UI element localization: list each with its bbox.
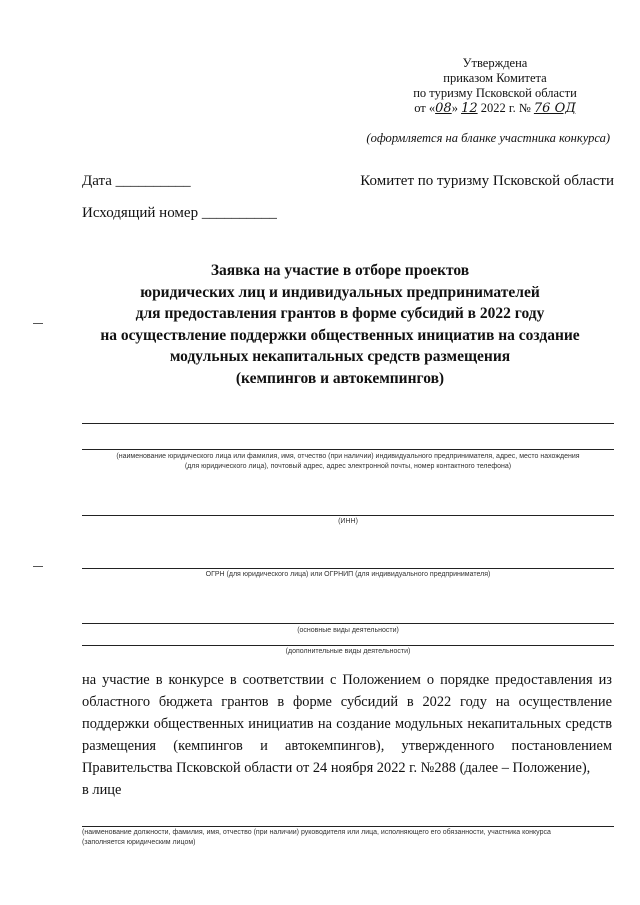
approval-line-order: приказом Комитета: [443, 71, 547, 85]
date-label: Дата: [82, 173, 112, 189]
outgoing-number-field[interactable]: [82, 205, 277, 222]
outgoing-number-label: Исходящий номер: [82, 205, 199, 221]
representative-caption: (наименование должности, фамилия, имя, отчество (при наличии) руководителя или лица, исполняющего его обязанности, участника конкурса (заполняется юридическим лицом): [82, 829, 551, 846]
representative-line[interactable]: [82, 826, 614, 827]
applicant-name-caption: (наименование юридического лица или фамилия, имя, отчество (при наличии) индивидуального предпринимателя, адрес, место нахождения (для юридического лица), почтовый адрес, адрес электронной почты, номер контактного телефона): [116, 453, 580, 470]
approval-day: 08: [435, 101, 452, 116]
title-line: для предоставления грантов в форме субсидий в 2022 году: [135, 305, 545, 322]
application-body: [82, 669, 612, 801]
approval-number: 76 ОД: [533, 101, 576, 116]
ogrn-caption: ОГРН (для юридического лица) или ОГРНИП (для индивидуального предпринимателя): [205, 571, 491, 578]
approval-block: [380, 56, 610, 116]
title-line: на осуществление поддержки общественных инициатив на создание: [100, 326, 580, 344]
extra-activity-line[interactable]: [82, 645, 614, 646]
ogrn-line[interactable]: [82, 568, 614, 569]
main-activity-line[interactable]: [82, 623, 614, 624]
document-title: [60, 260, 620, 389]
approval-line-approved: Утверждена: [462, 56, 528, 70]
inn-caption: (ИНН): [338, 518, 358, 525]
margin-mark: [33, 323, 43, 324]
approval-line-date: от «08» 12 2022 г. № 76 ОД: [414, 101, 576, 116]
applicant-name-line[interactable]: [82, 423, 614, 424]
approval-line-committee: по туризму Псковской области: [413, 86, 577, 100]
title-line: модульных некапитальных средств размещения: [169, 348, 511, 365]
margin-mark: [33, 566, 43, 567]
in-person-label: в лице: [82, 782, 122, 798]
inn-line[interactable]: [82, 515, 614, 516]
body-paragraph: на участие в конкурсе в соответствии с Положением о порядке предоставления из областного бюджета грантов в форме субсидий в 2022 году на осуществление поддержки общественных инициатив на создание модульных некапитальных средств размещения (кемпингов и автокемпингов), утвержденного постановлением Правительства Псковской области от 24 ноября 2022 г. №288 (далее – Положение),: [82, 672, 612, 776]
title-line: юридических лиц и индивидуальных предпринимателей: [140, 283, 540, 301]
date-blank: __________: [115, 173, 191, 189]
title-line: (кемпингов и автокемпингов): [235, 369, 445, 387]
approval-month: 12: [461, 101, 478, 116]
outgoing-number-blank: __________: [201, 205, 277, 221]
applicant-name-line[interactable]: [82, 449, 614, 450]
date-field[interactable]: [82, 173, 191, 190]
extra-activity-caption: (дополнительные виды деятельности): [285, 648, 411, 655]
main-activity-caption: (основные виды деятельности): [297, 627, 399, 634]
title-line: Заявка на участие в отборе проектов: [210, 262, 470, 279]
addressee: Комитет по туризму Псковской области: [360, 173, 614, 189]
letterhead-note: (оформляется на бланке участника конкурса): [366, 131, 610, 145]
